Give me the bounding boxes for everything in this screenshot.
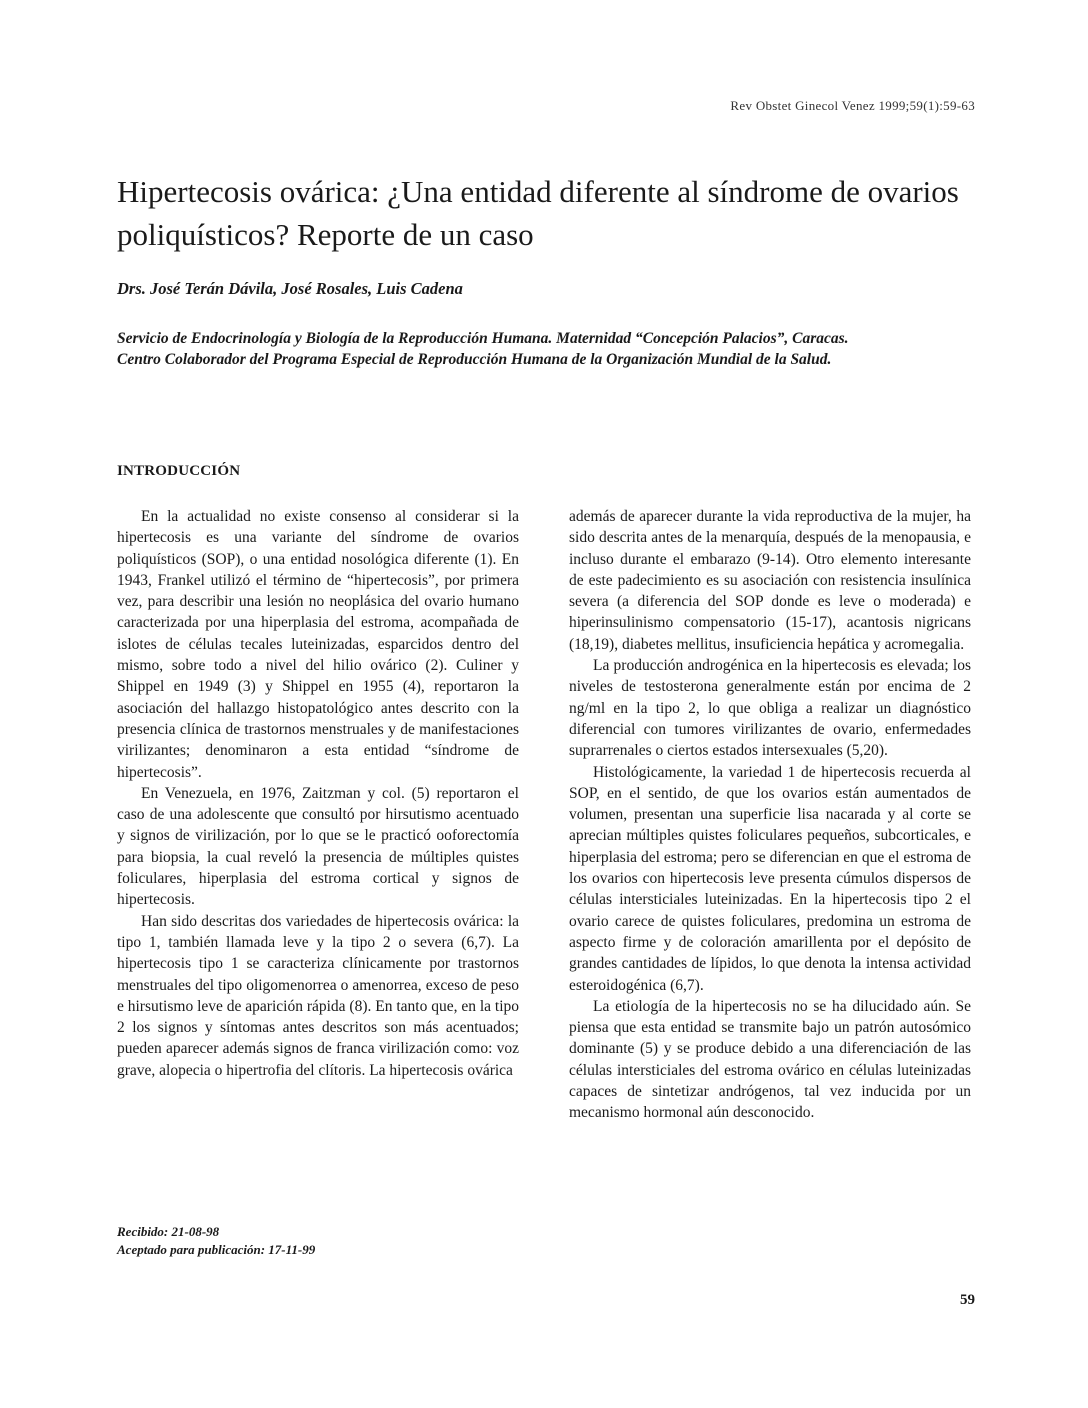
body-column-left [117,506,519,1081]
body-paragraph: La producción androgénica en la hipertecosis es elevada; los niveles de testosterona generalmente están por encima de 2 ng/ml en la tipo 2, lo que obliga a realizar un diagnóstico diferencial con tumores virilizantes de ovario, enfermedades suprarrenales o ciertos estados intersexuales (5,20). [569,657,971,760]
body-paragraph: En la actualidad no existe consenso al considerar si la hipertecosis es una variante del síndrome de ovarios poliquísticos (SOP), o una entidad nosológica diferente (1). En 1943, Frankel utilizó el término de “hipertecosis”, por primera vez, para describir una lesión no neoplásica del ovario humano caracterizada por una hiperplasia del estroma, acompañada de islotes de células tecales luteinizadas, esparcidos dentro del mismo, sobre todo a nivel del hilio ovárico (2). Culiner y Shippel en 1949 (3) y Shippel en 1955 (4), reportaron la asociación del hallazgo histopatológico antes descrito con la presencia clínica de trastornos menstruales y de manifestaciones virilizantes; denominaron a esta entidad “síndrome de hipertecosis”. [117,508,519,781]
submission-dates [117,1223,315,1259]
body-paragraph: Histológicamente, la variedad 1 de hipertecosis recuerda al SOP, en el sentido, de que los ovarios están aumentados de volumen, presentan una superficie lisa nacarada y al corte se aprecian múltiples quistes foliculares pequeños, subcorticales, e hiperplasia del estroma; pero se diferencian en que el estroma de los ovarios con hipertecosis leve presenta cúmulos dispersos de células intersticiales luteinizadas. En la hipertecosis tipo 2 el ovario carece de quistes foliculares, predomina un estroma de aspecto firme y de coloración amarillenta por el depósito de grandes cantidades de lípidos, lo que denota la intensa actividad esteroidogénica (6,7). [569,763,971,994]
received-date: Recibido: 21-08-98 [117,1224,220,1239]
accepted-date: Aceptado para publicación: 17-11-99 [117,1242,316,1257]
body-column-right [569,506,971,1124]
body-paragraph: La etiología de la hipertecosis no se ha dilucidado aún. Se piensa que esta entidad se transmite bajo un patrón autosómico dominante (5) y se produce debido a una diferenciación de las células intersticiales del estroma ovárico en células luteinizadas capaces de sintetizar andrógenos, tal vez inducida por un mecanismo hormonal aún desconocido. [569,997,971,1122]
body-paragraph: En Venezuela, en 1976, Zaitzman y col. (5) reportaron el caso de una adolescente que consultó por hirsutismo acentuado y signos de virilización, por lo que se le practicó ooforectomía para biopsia, la cual reveló la presencia de múltiples quistes foliculares, hiperplasia del estroma cortical y signos de hipertecosis. [117,784,519,909]
body-paragraph: Han sido descritas dos variedades de hipertecosis ovárica: la tipo 1, también llamada leve y la tipo 2 o severa (6,7). La hipertecosis tipo 1 se caracteriza clínicamente por trastornos menstruales del tipo oligomenorrea o amenorrea, exceso de peso e hirsutismo leve de aparición rápida (8). En tanto que, en la tipo 2 los signos y síntomas antes descritos son más acentuados; pueden aparecer además signos de franca virilización como: voz grave, alopecia o hipertrofia del clítoris. La hipertecosis ovárica [117,912,520,1079]
page-number: 59 [960,1292,975,1308]
running-head: Rev Obstet Ginecol Venez 1999;59(1):59-63 [730,98,975,113]
author-affiliation [117,328,967,370]
affiliation-line: Centro Colaborador del Programa Especial de Reproducción Humana de la Organización Mundial de la Salud. [117,351,832,368]
affiliation-line: Servicio de Endocrinología y Biología de la Reproducción Humana. Maternidad “Concepción Palacios”, Caracas. [117,330,849,347]
article-title: Hipertecosis ovárica: ¿Una entidad diferente al síndrome de ovarios poliquísticos? Reporte de un caso [117,174,959,252]
article-authors: Drs. José Terán Dávila, José Rosales, Luis Cadena [117,279,463,298]
body-paragraph: además de aparecer durante la vida reproductiva de la mujer, ha sido descrita antes de la menarquía, después de la menopausia, e incluso durante el embarazo (9-14). Otro elemento interesante de este padecimiento es su asociación con resistencia insulínica severa (a diferencia del SOP donde es leve o moderada) e hiperinsulinismo compensatorio (15-17), acantosis nigricans (18,19), diabetes mellitus, insuficiencia hepática y acromegalia. [569,508,971,653]
section-heading: INTRODUCCIÓN [117,463,241,479]
